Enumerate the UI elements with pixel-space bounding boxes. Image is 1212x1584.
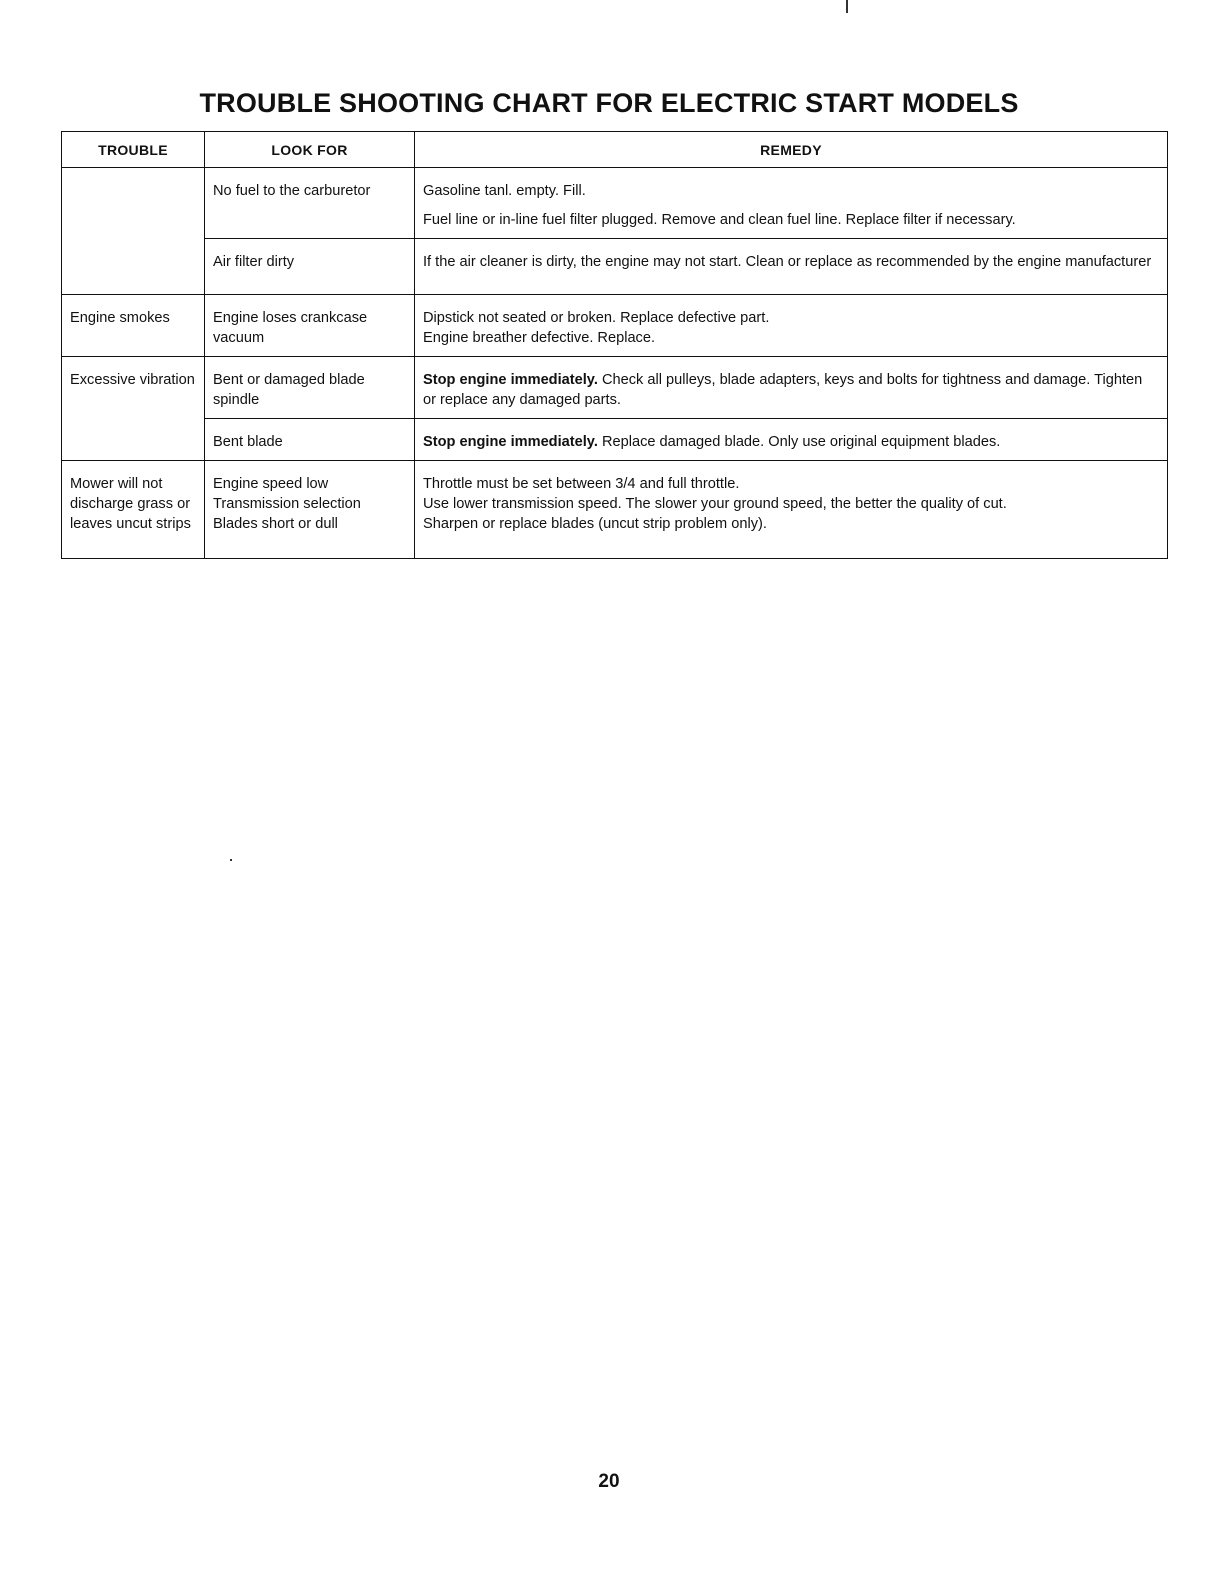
scan-mark <box>846 0 848 13</box>
remedy-text: Check all pulleys, blade adapters, keys and bolts for tightness and damage. Tighten or replace any damaged parts. <box>423 372 1143 408</box>
table-header-row <box>62 132 1168 168</box>
look-for-text: Air filter dirty <box>213 254 295 270</box>
remedy-line: Sharpen or replace blades (uncut strip problem only). <box>423 516 767 532</box>
look-for-cell <box>205 295 415 357</box>
remedy-text: Replace damaged blade. Only use original equipment blades. <box>601 434 1001 450</box>
look-for-cell <box>205 357 415 419</box>
trouble-shooting-table <box>61 131 1168 559</box>
page-title: TROUBLE SHOOTING CHART FOR ELECTRIC START MODELS <box>199 88 1019 118</box>
remedy-line: Fuel line or in-line fuel filter plugged. Remove and clean fuel line. Replace filter if necessary. <box>423 212 1016 228</box>
look-for-cell <box>205 168 415 239</box>
remedy-cell <box>415 419 1168 461</box>
trouble-cell: Mower will not discharge grass or leaves uncut strips <box>62 461 205 559</box>
table-row <box>62 295 1168 357</box>
look-for-text: Bent or damaged blade spindle <box>213 372 365 408</box>
look-for-line: Blades short or dull <box>213 516 338 532</box>
remedy-line: Gasoline tanl. empty. Fill. <box>423 183 586 199</box>
remedy-warning: Stop engine immediately. <box>423 434 598 450</box>
look-for-cell <box>205 461 415 559</box>
trouble-cell <box>62 168 205 295</box>
remedy-cell <box>415 239 1168 295</box>
header-trouble: TROUBLE <box>62 132 205 168</box>
table-row <box>62 357 1168 419</box>
remedy-text: If the air cleaner is dirty, the engine may not start. Clean or replace as recommended by the engine manufacturer <box>423 254 1152 270</box>
scan-mark <box>230 859 232 861</box>
remedy-warning: Stop engine immediately. <box>423 372 598 388</box>
look-for-cell <box>205 419 415 461</box>
remedy-cell <box>415 168 1168 239</box>
remedy-line: Use lower transmission speed. The slower your ground speed, the better the quality of cut. <box>423 496 1007 512</box>
remedy-line: Throttle must be set between 3/4 and full throttle. <box>423 476 740 492</box>
table-row <box>62 239 1168 295</box>
look-for-text: Engine loses crankcase vacuum <box>213 310 368 346</box>
look-for-cell <box>205 239 415 295</box>
remedy-cell <box>415 357 1168 419</box>
trouble-cell: Engine smokes <box>62 295 205 357</box>
look-for-line: Engine speed low <box>213 476 329 492</box>
remedy-line: Dipstick not seated or broken. Replace defective part. <box>423 310 770 326</box>
remedy-cell <box>415 295 1168 357</box>
header-remedy: REMEDY <box>415 132 1168 168</box>
trouble-cell: Excessive vibration <box>62 357 205 461</box>
look-for-text: Bent blade <box>213 434 283 450</box>
table-row <box>62 168 1168 239</box>
table-row <box>62 461 1168 559</box>
remedy-cell <box>415 461 1168 559</box>
header-look-for: LOOK FOR <box>205 132 415 168</box>
look-for-text: No fuel to the carburetor <box>213 183 371 199</box>
look-for-line: Transmission selection <box>213 496 361 512</box>
remedy-line: Engine breather defective. Replace. <box>423 330 656 346</box>
table-row <box>62 419 1168 461</box>
page-number: 20 <box>598 1471 620 1492</box>
